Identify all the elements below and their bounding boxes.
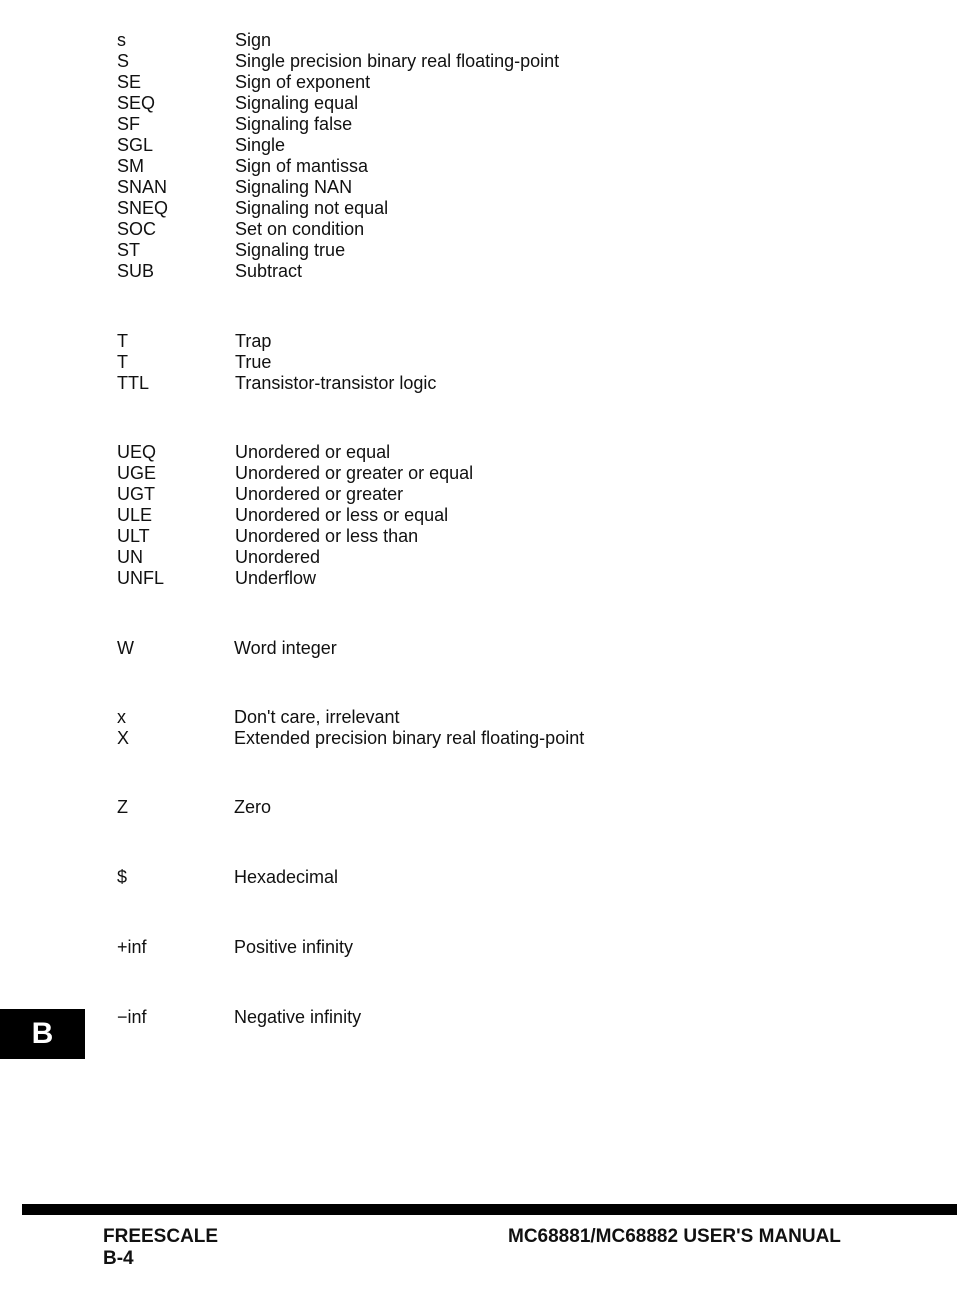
abbreviation: UGT <box>117 484 155 504</box>
abbreviation: x <box>117 707 126 727</box>
definition: Extended precision binary real floating-point <box>234 728 585 748</box>
definition: Signaling not equal <box>235 198 389 218</box>
glossary-entry <box>0 72 980 93</box>
glossary-group-z <box>0 797 980 818</box>
glossary-group-s <box>0 30 980 282</box>
definition: Hexadecimal <box>234 867 339 887</box>
definition: Signaling false <box>235 114 353 134</box>
glossary-entry <box>0 177 980 198</box>
glossary-group-w <box>0 638 980 659</box>
definition: Unordered or greater <box>235 484 404 504</box>
definition: Don't care, irrelevant <box>234 707 400 727</box>
abbreviation: W <box>117 638 134 658</box>
definition: Unordered or greater or equal <box>235 463 474 483</box>
glossary-group-u <box>0 442 980 589</box>
glossary-entry <box>0 568 980 589</box>
glossary-entry <box>0 638 980 659</box>
glossary-entry <box>0 261 980 282</box>
definition: Unordered or equal <box>235 442 391 462</box>
glossary-entry <box>0 463 980 484</box>
definition: Set on condition <box>235 219 365 239</box>
abbreviation: UGE <box>117 463 157 483</box>
glossary-group-x <box>0 707 980 749</box>
footer-rule <box>22 1204 957 1215</box>
glossary-entry <box>0 135 980 156</box>
abbreviation: Z <box>117 797 128 817</box>
abbreviation: TTL <box>117 373 150 393</box>
definition: Unordered or less or equal <box>235 505 449 525</box>
definition: Positive infinity <box>234 937 354 957</box>
footer-manual-title: MC68881/MC68882 USER'S MANUAL <box>508 1226 841 1247</box>
definition: Underflow <box>235 568 317 588</box>
abbreviation: UNFL <box>117 568 165 588</box>
glossary-entry <box>0 30 980 51</box>
definition: Single <box>235 135 286 155</box>
abbreviation: UN <box>117 547 143 567</box>
glossary-entry <box>0 240 980 261</box>
glossary-entry <box>0 505 980 526</box>
abbreviation: +inf <box>117 937 147 957</box>
definition: Signaling equal <box>235 93 359 113</box>
glossary-group-dollar <box>0 867 980 888</box>
glossary-entry <box>0 728 980 749</box>
glossary-entry <box>0 219 980 240</box>
definition: Signaling true <box>235 240 346 260</box>
glossary-entry <box>0 547 980 568</box>
glossary-entry <box>0 352 980 373</box>
glossary-entry <box>0 331 980 352</box>
glossary-entry <box>0 707 980 728</box>
definition: Unordered <box>235 547 321 567</box>
abbreviation: −inf <box>117 1007 147 1027</box>
glossary-entry <box>0 114 980 135</box>
abbreviation: $ <box>117 867 128 887</box>
glossary-entry <box>0 51 980 72</box>
abbreviation: T <box>117 352 128 372</box>
abbreviation: SE <box>117 72 142 92</box>
glossary-entry <box>0 93 980 114</box>
definition: Zero <box>234 797 272 817</box>
abbreviation: SNEQ <box>117 198 169 218</box>
glossary-entry <box>0 797 980 818</box>
abbreviation: s <box>117 30 126 50</box>
glossary-group-t <box>0 331 980 394</box>
glossary-entry <box>0 373 980 394</box>
definition: Subtract <box>235 261 303 281</box>
abbreviation: S <box>117 51 130 71</box>
abbreviation: SNAN <box>117 177 168 197</box>
abbreviation: UEQ <box>117 442 157 462</box>
definition: Signaling NAN <box>235 177 353 197</box>
appendix-tab: B <box>0 1009 85 1059</box>
glossary-entry <box>0 484 980 505</box>
abbreviation: X <box>117 728 130 748</box>
footer-page-number: B-4 <box>103 1248 134 1269</box>
abbreviation: SGL <box>117 135 154 155</box>
definition: Sign of exponent <box>235 72 371 92</box>
abbreviation: SEQ <box>117 93 156 113</box>
glossary-entry <box>0 867 980 888</box>
definition: Transistor-transistor logic <box>235 373 437 393</box>
abbreviation: SUB <box>117 261 155 281</box>
abbreviation: ST <box>117 240 141 260</box>
definition: Single precision binary real floating-point <box>235 51 560 71</box>
abbreviation: SOC <box>117 219 157 239</box>
definition: Trap <box>235 331 272 351</box>
glossary-group-plus-inf <box>0 937 980 958</box>
definition: Unordered or less than <box>235 526 419 546</box>
glossary-entry <box>0 526 980 547</box>
glossary-entry <box>0 1007 980 1028</box>
abbreviation: T <box>117 331 128 351</box>
definition: Negative infinity <box>234 1007 362 1027</box>
abbreviation: SM <box>117 156 144 176</box>
footer-publisher: FREESCALE <box>103 1226 219 1247</box>
abbreviation: SF <box>117 114 141 134</box>
footer-left <box>103 1226 218 1270</box>
definition: Word integer <box>234 638 337 658</box>
glossary-entry <box>0 442 980 463</box>
definition: Sign of mantissa <box>235 156 369 176</box>
definition: True <box>235 352 272 372</box>
glossary-entry <box>0 156 980 177</box>
abbreviation: ULE <box>117 505 153 525</box>
abbreviation: ULT <box>117 526 150 546</box>
glossary-entry <box>0 937 980 958</box>
glossary-entry <box>0 198 980 219</box>
glossary-group-minus-inf <box>0 1007 980 1028</box>
definition: Sign <box>235 30 272 50</box>
